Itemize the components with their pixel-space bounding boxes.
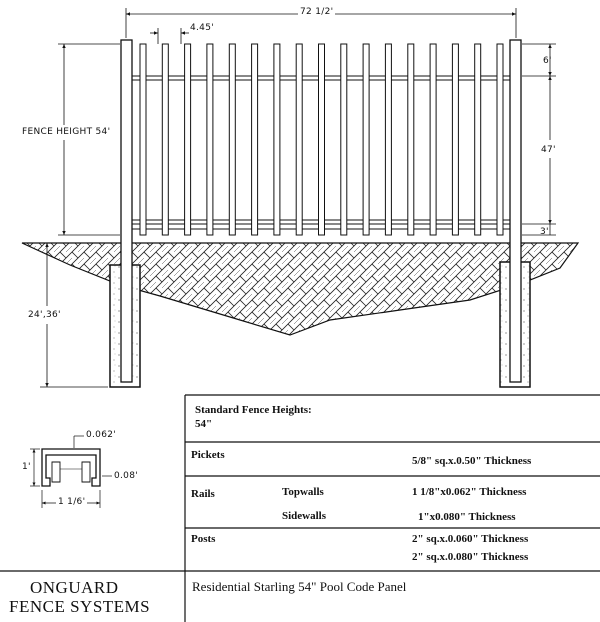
picket (162, 44, 168, 235)
profile-height-label: 1' (22, 462, 31, 472)
posts-value-2: 2" sq.x.0.080" Thickness (412, 551, 529, 563)
profile-wall-side-label: 0.08' (114, 471, 139, 481)
topwalls-label: Topwalls (282, 486, 324, 498)
soil-section (22, 243, 578, 335)
profile-width-label: 1 1/6' (58, 497, 86, 507)
company-name-line1: ONGUARD (30, 578, 119, 597)
picket-spacing-dimension (150, 28, 189, 44)
picket (385, 44, 391, 235)
picket (475, 44, 481, 235)
fence-height-label: FENCE HEIGHT 54' (22, 127, 111, 137)
pickets (140, 44, 503, 235)
picket (229, 44, 235, 235)
picket-spacing-label: 4.45' (190, 23, 215, 33)
right-post (510, 40, 521, 382)
picket (274, 44, 280, 235)
mid-height-label: 47' (541, 145, 556, 155)
picket (185, 44, 191, 235)
picket (341, 44, 347, 235)
right-height-dimensions (522, 44, 556, 235)
rails-label: Rails (191, 488, 215, 500)
fence-height-dimension (58, 44, 120, 235)
standard-heights-value: 54" (195, 418, 213, 430)
overall-width-label: 72 1/2' (300, 7, 334, 17)
picket (430, 44, 436, 235)
sidewalls-label: Sidewalls (282, 510, 327, 522)
picket (140, 44, 146, 235)
picket (207, 44, 213, 235)
picket (296, 44, 302, 235)
profile-wall-top-label: 0.062' (86, 430, 117, 440)
pickets-label: Pickets (191, 449, 225, 461)
top-gap-label: 6' (543, 56, 552, 66)
picket (252, 44, 258, 235)
posts-label: Posts (191, 533, 216, 545)
bottom-gap-label: 3' (540, 227, 549, 237)
picket (363, 44, 369, 235)
picket (497, 44, 503, 235)
picket (408, 44, 414, 235)
post-depth-label: 24',36' (28, 310, 61, 320)
posts-value-1: 2" sq.x.0.060" Thickness (412, 533, 529, 545)
panel-title: Residential Starling 54" Pool Code Panel (192, 579, 407, 594)
picket (452, 44, 458, 235)
standard-heights-label: Standard Fence Heights: (195, 404, 312, 416)
sidewalls-value: 1"x0.080" Thickness (418, 511, 516, 523)
pickets-value: 5/8" sq.x.0.50" Thickness (412, 455, 532, 467)
picket (319, 44, 325, 235)
company-name-line2: FENCE SYSTEMS (9, 597, 151, 616)
left-post (121, 40, 132, 382)
topwalls-value: 1 1/8"x0.062" Thickness (412, 486, 527, 498)
rail-profile-section (42, 449, 100, 486)
